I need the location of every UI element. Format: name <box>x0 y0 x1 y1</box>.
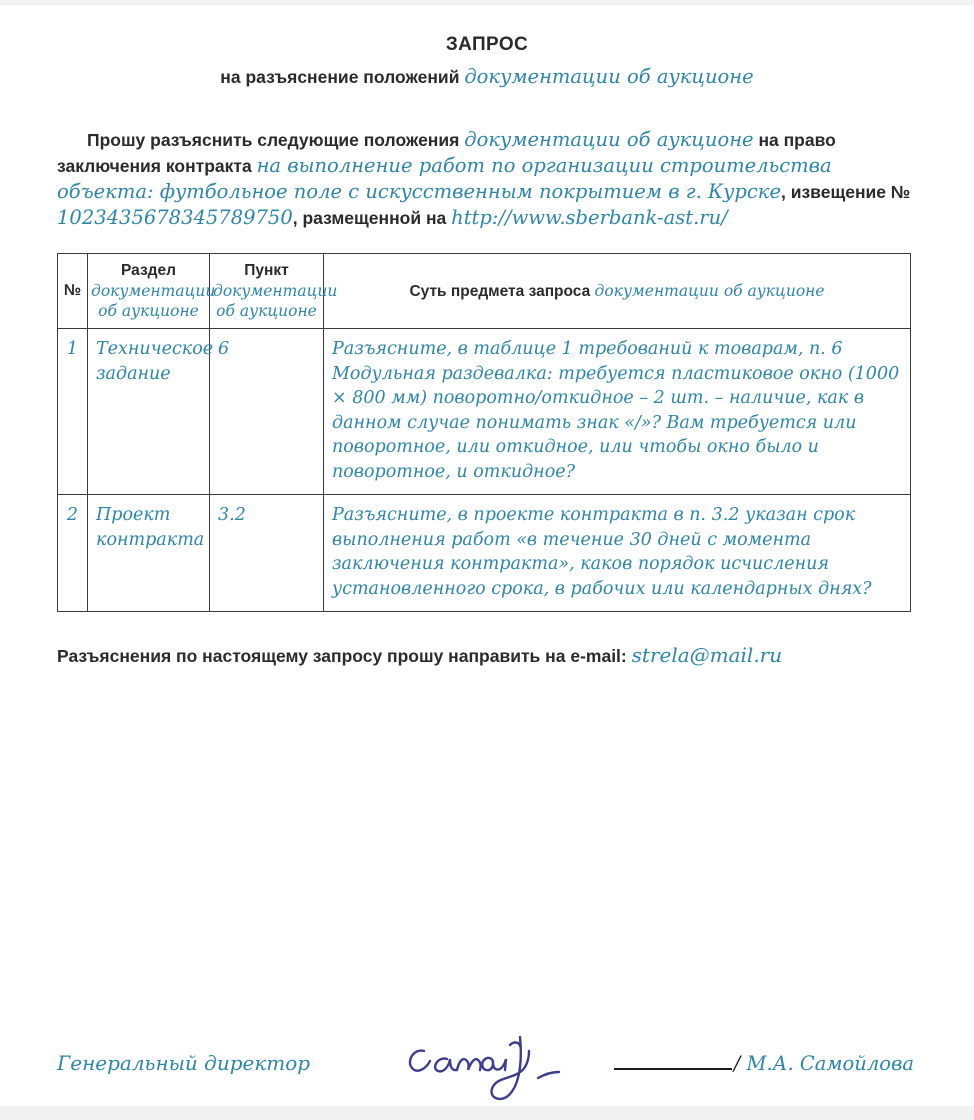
table-row <box>58 495 911 612</box>
email-request-line <box>57 643 917 667</box>
document-title: ЗАПРОС <box>445 34 529 55</box>
signature-block <box>57 1051 914 1076</box>
intro-static-4: , размещенной на <box>292 208 452 228</box>
signer-name: М.А. Самойлова <box>746 1052 914 1075</box>
intro-filled-contract-subject: на выполнение работ по организации строительства объекта: футбольное поле с искусственным покрытием в г. Курске <box>57 154 832 203</box>
intro-paragraph <box>57 127 916 231</box>
column-header-subject <box>324 254 911 329</box>
email-address: strela@mail.ru <box>631 643 783 667</box>
row1-subject: Разъясните, в таблице 1 требований к товарам, п. 6 Модульная раздевалка: требуется пластиковое окно (1000 × 800 мм) поворотно/откидное – 2 шт. – наличие, как в данном случае понимать знак «/»? Вам требуется или поворотное, или откидное, или чтобы окно было и поворотное, и откидное? <box>324 329 911 495</box>
clarification-request-table <box>57 253 911 612</box>
column-header-section-label: Раздел <box>121 262 176 279</box>
row2-point: 3.2 <box>210 495 324 612</box>
subtitle-filled-text: документации об аукционе <box>464 65 754 88</box>
document-subtitle <box>0 65 974 88</box>
intro-static-3: , извещение № <box>781 182 911 202</box>
row1-section: Техническое задание <box>88 329 210 495</box>
document-header <box>0 5 974 88</box>
signer-position-title: Генеральный директор <box>57 1051 311 1075</box>
column-header-point <box>210 254 338 329</box>
document-page <box>0 5 974 1106</box>
column-header-point-label: Пункт <box>244 262 289 279</box>
intro-filled-doc-name: документации об аукционе <box>464 128 754 151</box>
row2-subject: Разъясните, в проекте контракта в п. 3.2 указан срок выполнения работ «в течение 30 дней с момента заключения контракта», каков порядок исчисления установленного срока, в рабочих или календарных днях? <box>324 495 911 612</box>
slash-separator: / <box>733 1052 747 1075</box>
row2-section: Проект контракта <box>88 495 210 612</box>
row1-point: 6 <box>210 329 324 495</box>
column-header-point-sub: документации об аукционе <box>213 282 338 320</box>
signature-blank-line <box>614 1068 732 1070</box>
email-static-text: Разъяснения по настоящему запросу прошу направить на e-mail: <box>57 646 632 666</box>
intro-filled-site-url: http://www.sberbank-ast.ru/ <box>451 206 728 229</box>
subtitle-static-text: на разъяснение положений <box>220 67 465 87</box>
column-header-subject-label: Суть предмета запроса <box>409 282 595 300</box>
row1-number: 1 <box>58 329 88 495</box>
table-row <box>58 329 911 495</box>
intro-static-1: Прошу разъяснить следующие положения <box>87 130 465 150</box>
table-header-row <box>58 254 911 329</box>
column-header-number: № <box>58 254 88 329</box>
row2-number: 2 <box>58 495 88 612</box>
column-header-section-sub: документации об аукционе <box>91 282 216 320</box>
intro-static-2: на право заключения контракта <box>57 130 836 176</box>
intro-filled-notice-number: 1023435678345789750 <box>57 206 293 229</box>
signature-line-group <box>614 1052 914 1076</box>
column-header-subject-sub: документации об аукционе <box>594 281 825 300</box>
column-header-section <box>88 254 216 329</box>
